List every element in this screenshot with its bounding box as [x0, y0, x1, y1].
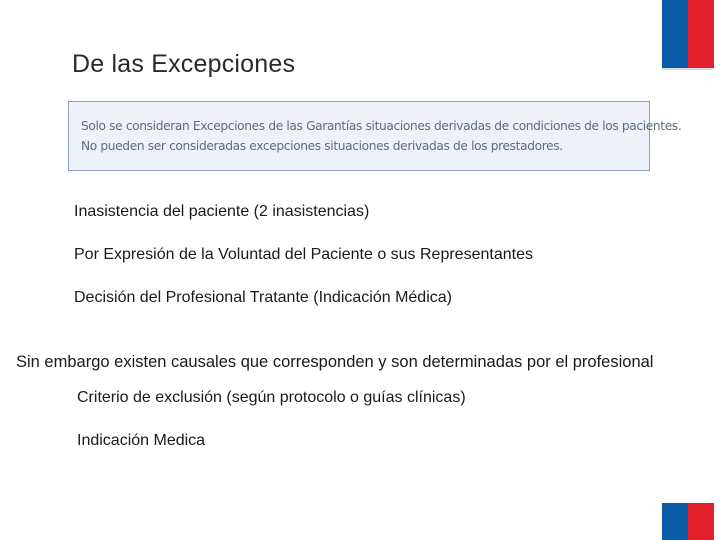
note-box: [68, 101, 682, 171]
note-line-2: No pueden ser consideradas excepciones situaciones derivadas de los prestadores.: [81, 139, 563, 153]
flag-blue-band: [662, 503, 688, 540]
note-line-1: Solo se consideran Excepciones de las Garantías situaciones derivadas de condiciones de los pacientes.: [81, 119, 682, 133]
exception-item-absence: Inasistencia del paciente (2 inasistencias): [74, 203, 370, 220]
flag-red-band: [688, 503, 714, 540]
exception-item-patient-will: Por Expresión de la Voluntad del Paciente o sus Representantes: [74, 246, 533, 263]
professional-causes-heading: Sin embargo existen causales que corresponden y son determinadas por el profesional: [16, 353, 654, 371]
flag-red-band: [688, 0, 714, 68]
cause-item-exclusion-criteria: Criterio de exclusión (según protocolo o guías clínicas): [77, 389, 466, 406]
flag-blue-band: [662, 0, 688, 68]
flag-stripe-top: [662, 0, 714, 70]
flag-stripe-bottom: [662, 503, 714, 540]
cause-item-medical-indication: Indicación Medica: [77, 432, 206, 449]
slide-title: De las Excepciones: [72, 50, 296, 78]
exception-item-professional-decision: Decisión del Profesional Tratante (Indicación Médica): [74, 289, 452, 306]
